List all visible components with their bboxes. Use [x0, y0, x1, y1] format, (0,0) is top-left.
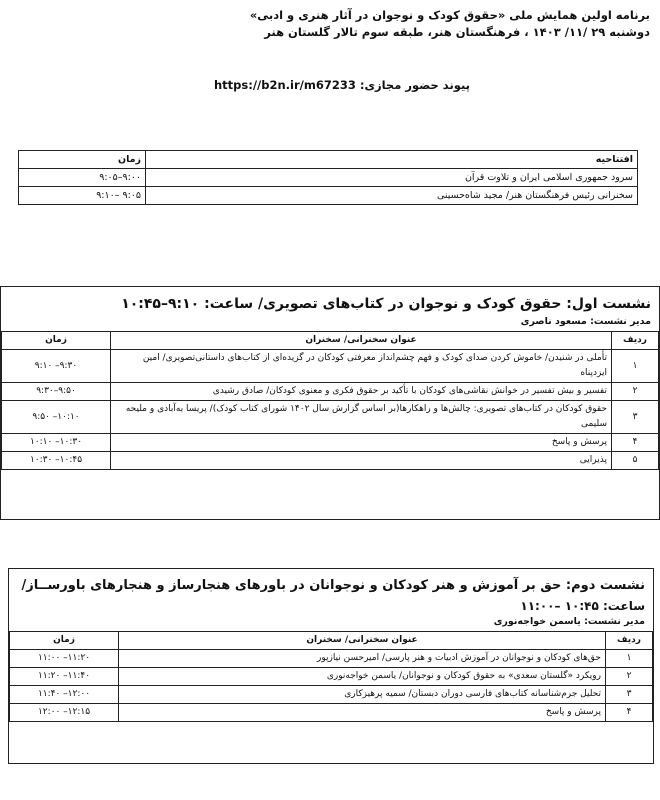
- row-time: ۹:۳۰–۹:۵۰: [2, 383, 111, 401]
- session2-time: ساعت: ۱۰:۴۵ –۱۱:۰۰: [520, 599, 645, 613]
- session1-title: نشست اول: حقوق کودک و نوجوان در کتاب‌های تصویری/ ساعت: ۹:۱۰–۱۰:۴۵: [121, 296, 651, 312]
- opening-header-row: [19, 151, 638, 169]
- row-topic: پرسش و پاسخ: [111, 434, 612, 452]
- row-time: ۱۲:۰۰ –۱۲:۱۵: [10, 704, 119, 722]
- row-topic: تفسیر و بیش تفسیر در خوانش نقاشی‌های کودکان با تأکید بر حقوق فکری و معنوی کودکان/ صادق رشیدی: [111, 383, 612, 401]
- row-topic: حق‌های کودکان و نوجوانان در آموزش ادبیات و هنر پارسی/ امیرحسن نیازپور: [119, 650, 606, 668]
- row-topic: حقوق کودکان در کتاب‌های تصویری: چالش‌ها و راهکارها(بر اساس گزارش سال ۱۴۰۲ شورای کتاب کودک)/ پریسا به‌آبادی و ملیحه سلیمی: [111, 401, 612, 434]
- row-no: ۲: [612, 383, 659, 401]
- row-time: ۹:۰۵ –۹:۱۰: [19, 187, 146, 205]
- online-link-url[interactable]: https://b2n.ir/m67233: [213, 78, 356, 92]
- session1-moderator: مدیر نشست: مسعود ناصری: [520, 316, 651, 327]
- session2-table: [9, 631, 653, 722]
- table-row: [2, 452, 659, 470]
- row-time: ۱۰:۳۰ –۱۰:۴۵: [2, 452, 111, 470]
- table-row: [10, 668, 653, 686]
- row-no: ۴: [612, 434, 659, 452]
- col-no-header: ردیف: [606, 632, 653, 650]
- table-row: [2, 434, 659, 452]
- table-row: [10, 704, 653, 722]
- row-time: ۹:۵۰ –۱۰:۱۰: [2, 401, 111, 434]
- table-row: [10, 686, 653, 704]
- row-no: ۱: [606, 650, 653, 668]
- row-topic: سرود جمهوری اسلامی ایران و تلاوت قرآن: [146, 169, 638, 187]
- row-topic: رویکرد «گلستان سعدی» به حقوق کودکان و نوجوانان/ یاسمن خواجه‌نوری: [119, 668, 606, 686]
- col-no-header: ردیف: [612, 332, 659, 350]
- row-no: ۴: [606, 704, 653, 722]
- col-time-header: زمان: [2, 332, 111, 350]
- program-title: برنامه اولین همایش ملی «حقوق کودک و نوجوان در آثار هنری و ادبی»: [249, 8, 650, 22]
- table-header-row: [2, 332, 659, 350]
- opening-title: افتتاحیه: [146, 151, 638, 169]
- table-row: [2, 401, 659, 434]
- table-header-row: [10, 632, 653, 650]
- session1-panel: [0, 286, 660, 520]
- row-time: ۱۱:۰۰ –۱۱:۲۰: [10, 650, 119, 668]
- online-link-label: پیوند حضور مجازی:: [359, 78, 470, 92]
- row-topic: سخنرانی رئیس فرهنگستان هنر/ مجید شاه‌حسینی: [146, 187, 638, 205]
- row-time: ۱۱:۲۰ –۱۱:۴۰: [10, 668, 119, 686]
- online-link-line: [200, 78, 470, 92]
- row-no: ۱: [612, 350, 659, 383]
- col-topic-header: عنوان سخنرانی/ سخنران: [111, 332, 612, 350]
- table-row: [2, 383, 659, 401]
- row-time: ۱۰:۱۰ –۱۰:۳۰: [2, 434, 111, 452]
- opening-table: [18, 150, 638, 205]
- row-topic: پرسش و پاسخ: [119, 704, 606, 722]
- row-topic: تأملی در شنیدن/ خاموش کردن صدای کودک و فهم چشم‌انداز معرفتی کودکان در گزیده‌ای از کتاب‌های داستانی‌تصویری/ امین ایزدپناه: [111, 350, 612, 383]
- col-topic-header: عنوان سخنرانی/ سخنران: [119, 632, 606, 650]
- table-row: [19, 187, 638, 205]
- row-topic: پذیرایی: [111, 452, 612, 470]
- row-topic: تحلیل جرم‌شناسانه کتاب‌های فارسی دوران دبستان/ سمیه پرهیزکاری: [119, 686, 606, 704]
- row-time: ۹:۱۰ –۹:۳۰: [2, 350, 111, 383]
- program-date-venue: دوشنبه ۲۹ /۱۱/ ۱۴۰۳ ، فرهنگستان هنر، طبقه سوم تالار گلستان هنر: [264, 25, 650, 39]
- session2-panel: [8, 568, 654, 764]
- row-no: ۳: [606, 686, 653, 704]
- table-row: [19, 169, 638, 187]
- col-time-header: زمان: [10, 632, 119, 650]
- row-no: ۲: [606, 668, 653, 686]
- row-time: ۱۱:۴۰ –۱۲:۰۰: [10, 686, 119, 704]
- opening-time-header: زمان: [19, 151, 146, 169]
- session1-table: [1, 331, 659, 470]
- session2-moderator: مدیر نشست: یاسمن خواجه‌نوری: [493, 616, 645, 627]
- table-row: [2, 350, 659, 383]
- session2-title: نشست دوم: حق بر آموزش و هنر کودکان و نوجوانان در باورهای هنجارساز و هنجارهای باورســاز/: [21, 578, 645, 593]
- row-no: ۳: [612, 401, 659, 434]
- table-row: [10, 650, 653, 668]
- row-no: ۵: [612, 452, 659, 470]
- row-time: ۹:۰۰–۹:۰۵: [19, 169, 146, 187]
